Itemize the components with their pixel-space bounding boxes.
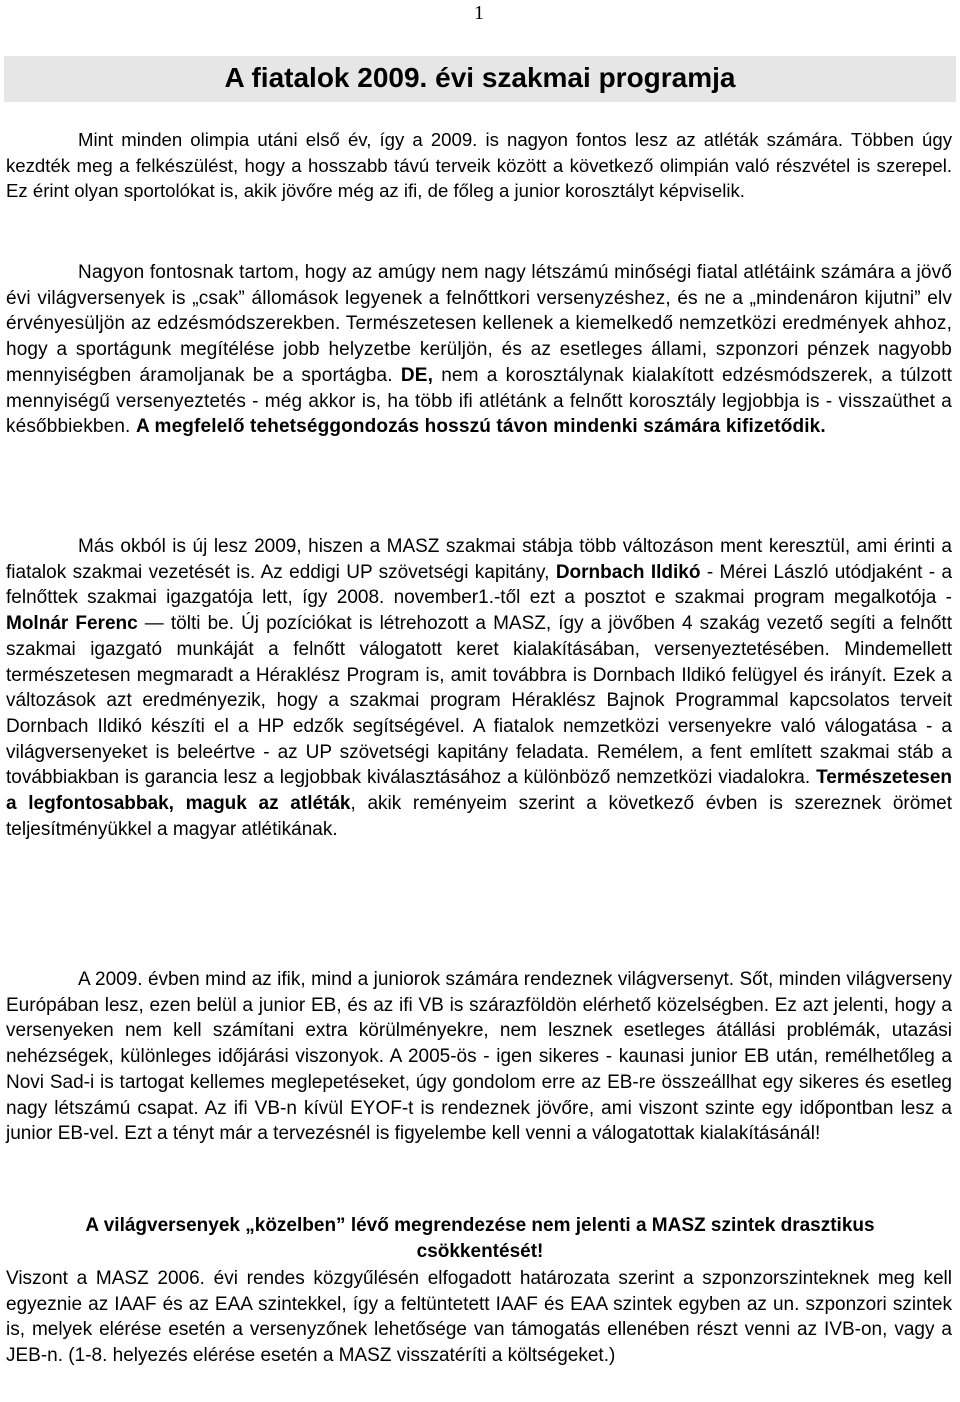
paragraph-text (6, 260, 952, 440)
paragraph-text: Mint minden olimpia utáni első év, így a 2009. is nagyon fontos lesz az atléták számára. Többen úgy kezdték meg a felkészülést, hogy a hosszabb távú terveik között a következő olimpián való részvétel is szerepel. Ez érint olyan sportolókat is, akik jövőre még az ifi, de főleg a junior korosztályt képviselik. (6, 129, 952, 202)
emphasis-text: Természetesen a legfontosabbak, maguk az atléták (6, 767, 952, 815)
emphasis-text: A megfelelő tehetséggondozás hosszú távon mindenki számára kifizetődik. (135, 416, 826, 438)
person-name: Dornbach Ildikó (555, 561, 701, 583)
text-run: nem a korosztálynak kialakított edzésmódszerek, a túlzott mennyiségű versenyeztetés - még akkor is, ha több ifi atlétánk a felnőtt korosztály legjobbja is - visszaüthet a későbbiekben. (6, 364, 953, 438)
page-title: A fiatalok 2009. évi szakmai programja (224, 62, 736, 93)
paragraph-intro (6, 127, 952, 204)
emphasis-text: DE, (400, 364, 433, 386)
page-number: 1 (474, 2, 484, 24)
text-run: Más okból is új lesz 2009, hiszen a MASZ szakmai stábja több változáson ment keresztül, ami érinti a fiatalok szakmai vezetését is. Az eddigi UP szövetségi kapitány, (6, 536, 952, 583)
text-run: , akik reményeim szerint a következő évben is szereznek örömet teljesítményükkel a magyar atlétikának. (6, 793, 952, 840)
paragraph-text: A 2009. évben mind az ifik, mind a juniorok számára rendeznek világversenyt. Sőt, minden világverseny Európában lesz, ezen belül a junior EB, és az ifi VB is szárazföldön elérhető közelségben. Ez azt jelenti, hogy a versenyeken nem kell számítani extra körülményekre, nem lesznek esetleges átállási problémák, utazási nehézségek, különleges időjárási viszonyok. A 2005-ös - igen sikeres - kaunasi junior EB után, remélhetőleg a Novi Sad-i is tartogat kellemes meglepetéseket, úgy gondolom erre az EB-re összeállhat egy sikeres és esetleg nagy létszámú csapat. Az ifi VB-n kívül EYOF-t is rendeznek jövőre, ami viszont szinte egy időpontban lesz a junior EB-vel. Ezt a tényt már a tervezésnél is figyelembe kell venni a válogatottak kialakításánál! (6, 969, 952, 1145)
text-run: — tölti be. Új pozíciókat is létrehozott a MASZ, így a jövőben 4 szakág vezető segíti a felnőtt szakmai igazgató munkáját a felnőtt válogatott keret kialakításában, versenyeztetésében. Mindemellett természetesen megmaradt a Héraklész Program is, amit továbbra is Dornbach Ildikó felügyel és irányít. Ezek a változások azt eredményezik, hogy a szakmai program Héraklész Bajnok Programmal kapcsolatos terveit Dornbach Ildikó készíti el a HP edzők segítségével. A fiatalok nemzetközi versenyekre való válogatása - a világversenyeket is beleértve - az UP szövetségi kapitány feladata. Remélem, a fent említett szakmai stáb a továbbiakban is garancia lesz a legjobbak kiválasztásához a különböző nemzetközi viadalokra. (6, 613, 952, 789)
paragraph-training-philosophy (6, 260, 952, 440)
paragraph-sponsor-levels (6, 1266, 952, 1369)
person-name: Molnár Ferenc (6, 613, 138, 635)
paragraph-world-events (6, 967, 952, 1147)
section-heading: A világversenyek „közelben” lévő megrendezése nem jelenti a MASZ szintek drasztikus csökkentését! (85, 1215, 875, 1262)
text-run: - Mérei László utódjaként - a felnőttek szakmai igazgatója lett, így 2008. november1.-től ezt a posztot e szakmai program megalkotója - (6, 561, 953, 609)
text-run: Nagyon fontosnak tartom, hogy az amúgy nem nagy létszámú minőségi fiatal atlétáink számára a jövő évi világversenyek is „csak” állomások legyenek a felnőttkori versenyzéshez, és ne a „mindenáron kijutni” elv érvényesüljön az edzésmódszerekben. Természetesen kellenek a kiemelkedő nemzetközi eredmények ahhoz, hogy a sportágunk megítélése jobb helyzetbe kerüljön, és az esetleges állami, szponzori pénzek nagyobb mennyiségben áramoljanak be a sportágba. (6, 262, 952, 386)
paragraph-staff-changes (6, 534, 952, 842)
paragraph-text (6, 534, 952, 842)
paragraph-text: Viszont a MASZ 2006. évi rendes közgyűlésén elfogadott határozata szerint a szponzorszinteknek meg kell egyeznie az IAAF és az EAA szintekkel, így a feltüntetett IAAF és EAA szintek egyben az un. szponzori szintek is, melyek elérése esetén a versenyzőnek lehetősége van támogatás ellenében részt venni az IVB-on, vagy a JEB-n. (1-8. helyezés elérése esetén a MASZ visszatéríti a költségeket.) (6, 1268, 952, 1367)
